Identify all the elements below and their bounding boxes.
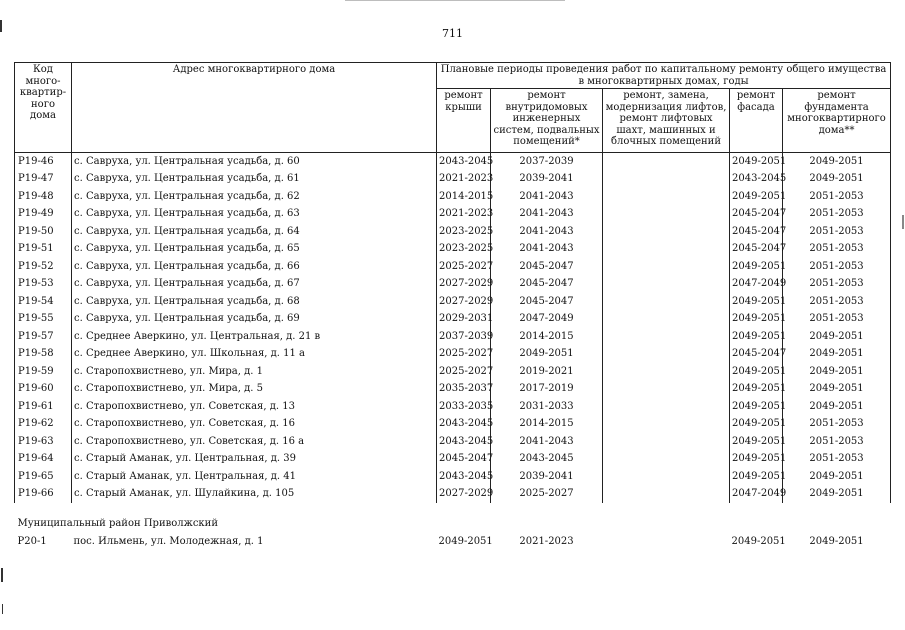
header-roof: ремонт крыши	[437, 89, 491, 153]
cell-address: с. Савруха, ул. Центральная усадьба, д. 60	[72, 153, 437, 171]
cell-elevators	[603, 363, 730, 381]
cell-address: с. Савруха, ул. Центральная усадьба, д. 62	[72, 188, 437, 206]
cell-facade: 2049-2051	[730, 188, 783, 206]
header-facade: ремонт фасада	[730, 89, 783, 153]
cell-roof: 2029-2031	[437, 311, 491, 329]
table-row	[15, 188, 891, 206]
cell-elevators	[603, 153, 730, 171]
cell-address: с. Савруха, ул. Центральная усадьба, д. 68	[72, 293, 437, 311]
cell-facade: 2047-2049	[730, 276, 783, 294]
section-row	[15, 508, 891, 532]
cell-foundation: 2051-2053	[783, 276, 891, 294]
table-row	[15, 381, 891, 399]
cell-facade: 2043-2045	[730, 171, 783, 189]
cell-systems: 2041-2043	[491, 241, 603, 259]
cell-facade: 2049-2051	[730, 311, 783, 329]
cell-code: P19-64	[15, 451, 72, 469]
cell-code: P19-60	[15, 381, 72, 399]
cell-roof: 2021-2023	[437, 206, 491, 224]
cell-roof: 2035-2037	[437, 381, 491, 399]
cell-code: P19-50	[15, 223, 72, 241]
cell-facade: 2049-2051	[730, 153, 783, 171]
table-row	[15, 171, 891, 189]
cell-foundation: 2049-2051	[783, 468, 891, 486]
cell-roof: 2033-2035	[437, 398, 491, 416]
cell-systems: 2025-2027	[491, 486, 603, 504]
header-elevators: ремонт, замена, модернизация лифтов, ремонт лифтовых шахт, машинных и блочных помещений	[603, 89, 730, 153]
header-periods: Плановые периоды проведения работ по капитальному ремонту общего имущества в многоквартирных домах, годы	[437, 63, 891, 89]
table-row	[15, 451, 891, 469]
cell-code: P19-48	[15, 188, 72, 206]
table-row	[15, 258, 891, 276]
cell-foundation: 2049-2051	[783, 486, 891, 504]
cell-systems: 2045-2047	[491, 276, 603, 294]
cell-address: с. Старопохвистнево, ул. Советская, д. 13	[72, 398, 437, 416]
cell-elevators	[603, 532, 730, 552]
cell-facade: 2049-2051	[730, 451, 783, 469]
cell-systems: 2014-2015	[491, 416, 603, 434]
cell-foundation: 2051-2053	[783, 206, 891, 224]
cell-code: P19-47	[15, 171, 72, 189]
cell-address: с. Савруха, ул. Центральная усадьба, д. 69	[72, 311, 437, 329]
cell-systems: 2019-2021	[491, 363, 603, 381]
cell-code: P19-59	[15, 363, 72, 381]
scan-mark-right	[902, 215, 904, 229]
cell-roof: 2027-2029	[437, 276, 491, 294]
cell-foundation: 2049-2051	[783, 153, 891, 171]
table-row	[15, 363, 891, 381]
header-foundation: ремонт фундамента многоквартирного дома**	[783, 89, 891, 153]
cell-facade: 2045-2047	[730, 346, 783, 364]
cell-address: с. Старый Аманак, ул. Центральная, д. 39	[72, 451, 437, 469]
cell-code: P20-1	[17, 536, 47, 547]
cell-systems: 2021-2023	[519, 536, 574, 547]
cell-roof: 2025-2027	[437, 363, 491, 381]
cell-systems: 2014-2015	[491, 328, 603, 346]
page-number: 711	[442, 27, 463, 40]
cell-elevators	[603, 398, 730, 416]
cell-elevators	[603, 223, 730, 241]
cell-foundation: 2051-2053	[783, 188, 891, 206]
cell-foundation: 2049-2051	[783, 381, 891, 399]
cell-systems: 2041-2043	[491, 206, 603, 224]
cell-elevators	[603, 171, 730, 189]
cell-systems: 2039-2041	[491, 171, 603, 189]
cell-code: P19-57	[15, 328, 72, 346]
header-systems: ремонт внутридомовых инженерных систем, подвальных помещений*	[491, 89, 603, 153]
cell-foundation: 2051-2053	[783, 293, 891, 311]
cell-roof: 2023-2025	[437, 241, 491, 259]
cell-systems: 2041-2043	[491, 223, 603, 241]
cell-roof: 2043-2045	[437, 468, 491, 486]
cell-systems: 2045-2047	[491, 258, 603, 276]
cell-facade: 2049-2051	[730, 363, 783, 381]
cell-code: P19-62	[15, 416, 72, 434]
cell-foundation: 2051-2053	[783, 451, 891, 469]
cell-code: P19-46	[15, 153, 72, 171]
cell-facade: 2049-2051	[730, 416, 783, 434]
cell-roof: 2014-2015	[437, 188, 491, 206]
cell-systems: 2017-2019	[491, 381, 603, 399]
cell-code: P19-66	[15, 486, 72, 504]
cell-address: с. Старый Аманак, ул. Шулайкина, д. 105	[72, 486, 437, 504]
cell-foundation: 2051-2053	[783, 433, 891, 451]
cell-elevators	[603, 206, 730, 224]
cell-elevators	[603, 381, 730, 399]
table-row	[15, 311, 891, 329]
cell-foundation: 2049-2051	[783, 346, 891, 364]
cell-facade: 2045-2047	[730, 206, 783, 224]
cell-roof: 2045-2047	[437, 451, 491, 469]
cell-roof: 2037-2039	[437, 328, 491, 346]
cell-foundation: 2049-2051	[783, 171, 891, 189]
cell-facade: 2049-2051	[730, 398, 783, 416]
cell-elevators	[603, 276, 730, 294]
scan-top-line	[345, 0, 565, 1]
table-row	[15, 346, 891, 364]
cell-elevators	[603, 328, 730, 346]
table-body	[15, 153, 891, 553]
table-row	[15, 276, 891, 294]
cell-facade: 2049-2051	[730, 433, 783, 451]
cell-roof: 2049-2051	[438, 536, 493, 547]
cell-systems: 2045-2047	[491, 293, 603, 311]
table-row	[15, 206, 891, 224]
cell-elevators	[603, 241, 730, 259]
table-row	[15, 486, 891, 504]
scan-mark-left-bottom2	[2, 604, 3, 614]
cell-elevators	[603, 188, 730, 206]
cell-facade: 2049-2051	[731, 536, 786, 547]
cell-code: P19-63	[15, 433, 72, 451]
cell-facade: 2049-2051	[730, 293, 783, 311]
cell-foundation: 2051-2053	[783, 223, 891, 241]
cell-systems: 2049-2051	[491, 346, 603, 364]
cell-elevators	[603, 486, 730, 504]
cell-elevators	[603, 451, 730, 469]
table-row	[15, 416, 891, 434]
cell-code: P19-51	[15, 241, 72, 259]
cell-facade: 2049-2051	[730, 258, 783, 276]
cell-facade: 2045-2047	[730, 223, 783, 241]
table-row	[15, 223, 891, 241]
table-row	[15, 153, 891, 171]
cell-address: с. Старопохвистнево, ул. Мира, д. 1	[72, 363, 437, 381]
header-code: Код много-квартир-ного дома	[15, 63, 72, 153]
cell-elevators	[603, 293, 730, 311]
cell-roof: 2025-2027	[437, 258, 491, 276]
cell-foundation: 2051-2053	[783, 241, 891, 259]
cell-address: с. Среднее Аверкино, ул. Центральная, д. 21 в	[72, 328, 437, 346]
cell-elevators	[603, 346, 730, 364]
cell-address: с. Старопохвистнево, ул. Советская, д. 16 а	[72, 433, 437, 451]
cell-code: P19-61	[15, 398, 72, 416]
cell-foundation: 2051-2053	[783, 416, 891, 434]
cell-code: P19-58	[15, 346, 72, 364]
cell-elevators	[603, 258, 730, 276]
cell-code: P19-54	[15, 293, 72, 311]
cell-systems: 2043-2045	[491, 451, 603, 469]
table-row	[15, 532, 891, 552]
cell-address: с. Савруха, ул. Центральная усадьба, д. 67	[72, 276, 437, 294]
cell-roof: 2027-2029	[437, 486, 491, 504]
cell-foundation: 2049-2051	[783, 398, 891, 416]
cell-elevators	[603, 433, 730, 451]
table-row	[15, 328, 891, 346]
cell-systems: 2031-2033	[491, 398, 603, 416]
scan-mark-left-top	[0, 20, 2, 32]
cell-address: с. Савруха, ул. Центральная усадьба, д. 63	[72, 206, 437, 224]
cell-roof: 2027-2029	[437, 293, 491, 311]
cell-address: с. Савруха, ул. Центральная усадьба, д. 65	[72, 241, 437, 259]
cell-foundation: 2051-2053	[783, 258, 891, 276]
cell-roof: 2021-2023	[437, 171, 491, 189]
cell-roof: 2023-2025	[437, 223, 491, 241]
scan-mark-left-bottom	[1, 568, 3, 582]
cell-roof: 2043-2045	[437, 153, 491, 171]
cell-facade: 2049-2051	[730, 328, 783, 346]
cell-address: с. Савруха, ул. Центральная усадьба, д. 64	[72, 223, 437, 241]
cell-facade: 2047-2049	[730, 486, 783, 504]
cell-roof: 2043-2045	[437, 433, 491, 451]
cell-address: с. Старопохвистнево, ул. Советская, д. 16	[72, 416, 437, 434]
section-title: Муниципальный район Приволжский	[17, 518, 219, 529]
cell-roof: 2025-2027	[437, 346, 491, 364]
cell-address: с. Старый Аманак, ул. Центральная, д. 41	[72, 468, 437, 486]
cell-systems: 2039-2041	[491, 468, 603, 486]
cell-code: P19-49	[15, 206, 72, 224]
table-row	[15, 241, 891, 259]
cell-code: P19-65	[15, 468, 72, 486]
cell-facade: 2049-2051	[730, 468, 783, 486]
cell-elevators	[603, 468, 730, 486]
cell-foundation: 2049-2051	[783, 328, 891, 346]
cell-address: с. Среднее Аверкино, ул. Школьная, д. 11 а	[72, 346, 437, 364]
cell-address: с. Савруха, ул. Центральная усадьба, д. 61	[72, 171, 437, 189]
cell-code: P19-52	[15, 258, 72, 276]
cell-facade: 2049-2051	[730, 381, 783, 399]
header-address: Адрес многоквартирного дома	[72, 63, 437, 153]
table-row	[15, 433, 891, 451]
cell-facade: 2045-2047	[730, 241, 783, 259]
table-row	[15, 468, 891, 486]
cell-systems: 2041-2043	[491, 188, 603, 206]
cell-systems: 2037-2039	[491, 153, 603, 171]
cell-roof: 2043-2045	[437, 416, 491, 434]
cell-address: с. Старопохвистнево, ул. Мира, д. 5	[72, 381, 437, 399]
cell-foundation: 2049-2051	[809, 536, 864, 547]
cell-foundation: 2051-2053	[783, 311, 891, 329]
cell-systems: 2041-2043	[491, 433, 603, 451]
cell-foundation: 2049-2051	[783, 363, 891, 381]
cell-address: с. Савруха, ул. Центральная усадьба, д. 66	[72, 258, 437, 276]
cell-address: пос. Ильмень, ул. Молодежная, д. 1	[73, 536, 264, 547]
cell-systems: 2047-2049	[491, 311, 603, 329]
repair-schedule-table	[14, 62, 891, 552]
cell-code: P19-53	[15, 276, 72, 294]
table-row	[15, 293, 891, 311]
cell-elevators	[603, 416, 730, 434]
table-row	[15, 398, 891, 416]
cell-elevators	[603, 311, 730, 329]
cell-code: P19-55	[15, 311, 72, 329]
